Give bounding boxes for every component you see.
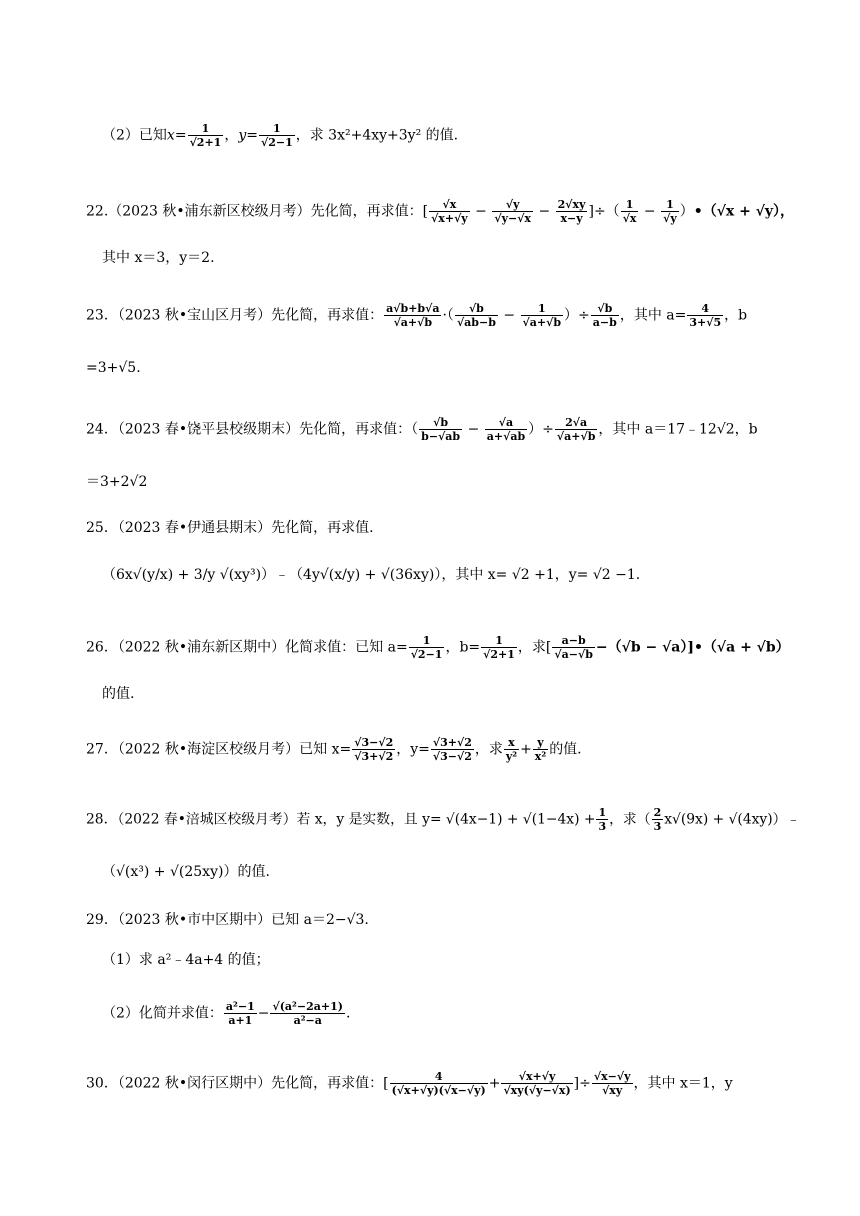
problem-23-line-1: 23．（2023 秋•宝山区月考）先化简，再求值： $\frac{a√b+b√a}{√a+√b}$ ·（ $\frac{√b}{√ab-b}$ − $\frac{1}{√a+√b}$ ）÷ $\frac{√b}{a-b}$ ，其中 a= $\frac{4}{3+√5}$ ，b <box>86 302 748 329</box>
fraction: $\frac{a-b}{√a-√b}$ <box>554 634 593 661</box>
fraction: $\frac{1}{√y}$ <box>663 198 677 225</box>
problem-28-line-2: （√(x³) + √(25xy)）的值. <box>102 864 270 880</box>
problem-29-part-2: （2）化简并求值： $\frac{\text{a²−1}}{a+1}$ − $\frac{\text{√(a²−2a+1)}}{\text{a²−a}}$ . <box>102 1000 351 1027</box>
fraction: $\frac{a√b+b√a}{√a+√b}$ <box>386 302 440 329</box>
problem-28-line-1: 28．（2022 春•涪城区校级月考）若 x，y 是实数，且 y= √(4x−1) + √(1−4x) + $\frac{1}{3}$ ，求（ $\frac{2}{3}$ x√(9x) + √(4xy)）﹣ <box>86 806 801 833</box>
fraction: $\frac{√3+√2}{√3-√2}$ <box>432 736 472 763</box>
problem-21-part-2: （2）已知x= $\frac{1}{√2+1}$ ，y= $\frac{1}{√2-1}$ ，求 3x²+4xy+3y² 的值. <box>102 122 459 149</box>
fraction: $\frac{1}{√a+√b}$ <box>522 302 562 329</box>
fraction: $\frac{√b}{b-√ab}$ <box>421 416 461 443</box>
fraction: $\frac{1}{√2+1}$ <box>483 634 515 661</box>
problem-22-line-2: 其中 x＝3，y＝2. <box>102 250 215 266</box>
fraction: $\frac{2√xy}{x-y}$ <box>557 198 586 225</box>
fraction: $\frac{\text{a²−1}}{a+1}$ <box>225 1000 255 1027</box>
fraction: $\frac{\text{√(a²−2a+1)}}{\text{a²−a}}$ <box>272 1000 343 1027</box>
problem-29-line-1: 29．（2023 秋•市中区期中）已知 a＝2−√3. <box>86 912 369 928</box>
fraction: $\frac{4}{3+√5}$ <box>689 302 722 329</box>
problem-24-line-1: 24．（2023 春•饶平县校级期末）先化简，再求值：（ $\frac{√b}{b-√ab}$ − $\frac{√a}{a+√ab}$ ）÷ $\frac{2√a}{√a+√b}$ ，其中 a＝17﹣12√2，b <box>86 416 758 443</box>
problem-26-line-2: 的值. <box>102 686 135 702</box>
problem-29-part-1: （1）求 a²﹣4a+4 的值； <box>102 952 270 968</box>
problem-27-line-1: 27．（2022 秋•海淀区校级月考）已知 x= $\frac{√3-√2}{√3+√2}$ ，y= $\frac{√3+√2}{√3-√2}$ ，求 $\frac{x}{\text{y²}}$ + $\frac{y}{\text{x²}}$ 的值. <box>86 736 582 763</box>
fraction: $\frac{x}{\text{y²}}$ <box>505 736 518 763</box>
problem-30-line-1: 30．（2022 秋•闵行区期中）先化简，再求值：[ $\frac{4}{(√x+√y)(√x-√y)}$ + $\frac{√x+√y}{√xy(√y-√x)}$ ]÷ $\frac{√x-√y}{√xy}$ ，其中 x＝1，y <box>86 1070 733 1097</box>
fraction: $\frac{1}{√2+1}$ <box>189 122 222 149</box>
fraction: $\frac{2√a}{√a+√b}$ <box>556 416 596 443</box>
fraction: $\frac{√x+√y}{√xy(√y-√x)}$ <box>503 1070 571 1097</box>
problem-26-line-1: 26．（2022 秋•浦东新区期中）化简求值：已知 a= $\frac{1}{√2-1}$ ，b= $\frac{1}{√2+1}$ ，求[ $\frac{a-b}{√a-√b}$ −（√b − √a）]•（√a + √b） <box>86 634 790 661</box>
problem-23-line-2: =3+√5. <box>86 360 141 376</box>
fraction: $\frac{1}{√2-1}$ <box>410 634 443 661</box>
fraction: $\frac{1}{√2-1}$ <box>260 122 293 149</box>
fraction: $\frac{√x}{√x+√y}$ <box>431 198 468 225</box>
fraction: $\frac{2}{3}$ <box>653 806 662 833</box>
fraction: $\frac{√a}{a+√ab}$ <box>486 416 526 443</box>
fraction: $\frac{√x-√y}{√xy}$ <box>593 1070 631 1097</box>
problem-25-line-2: （6x√(y/x) + 3/y √(xy³)）﹣（4y√(x/y) + √(36xy)），其中 x= √2 +1，y= √2 −1. <box>102 567 641 583</box>
problem-22-line-1: 22.（2023 秋•浦东新区校级月考）先化简，再求值：[ $\frac{√x}{√x+√y}$ − $\frac{√y}{√y-√x}$ − $\frac{2√xy}{x-y}$ ]÷（ $\frac{1}{√x}$ − $\frac{1}{√y}$ ）•（√x + √y）， <box>86 198 795 225</box>
fraction: $\frac{√b}{√ab-b}$ <box>456 302 496 329</box>
fraction: $\frac{1}{3}$ <box>598 806 607 833</box>
problem-25-line-1: 25．（2023 春•伊通县期末）先化简，再求值. <box>86 520 374 536</box>
fraction: $\frac{√b}{a-b}$ <box>592 302 617 329</box>
fraction: $\frac{y}{\text{x²}}$ <box>534 736 547 763</box>
fraction: $\frac{√y}{√y-√x}$ <box>494 198 531 225</box>
problem-24-line-2: ＝3+2√2 <box>86 474 148 490</box>
fraction: $\frac{1}{√x}$ <box>622 198 637 225</box>
fraction: $\frac{4}{(√x+√y)(√x-√y)}$ <box>391 1070 486 1097</box>
fraction: $\frac{√3-√2}{√3+√2}$ <box>354 736 394 763</box>
